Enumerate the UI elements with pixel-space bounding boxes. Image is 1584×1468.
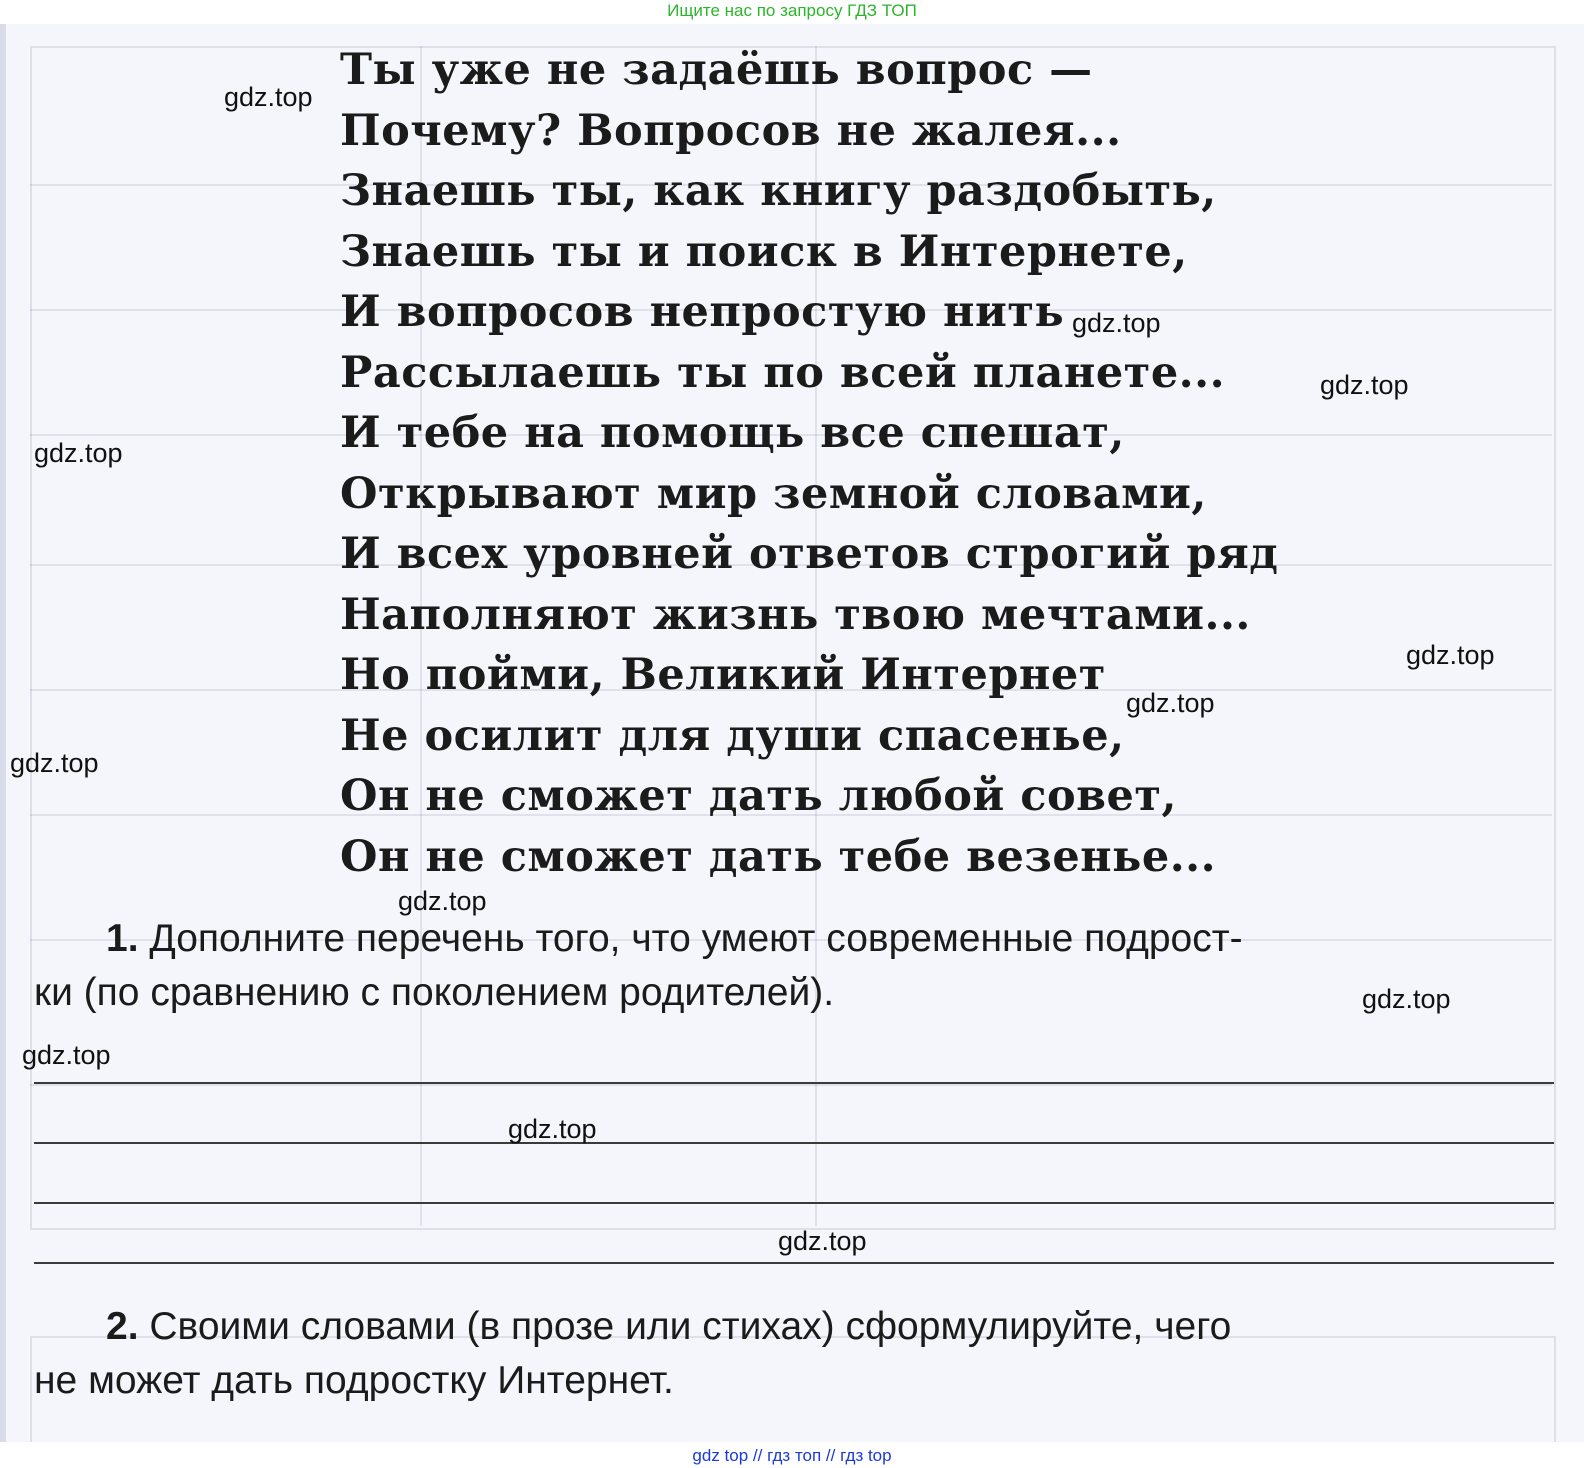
answer-line[interactable] [34,1202,1554,1204]
bleed-through-rule [30,1084,1552,1086]
watermark: gdz.top [22,1040,111,1070]
poem-line: Он не сможет дать тебе везенье... [340,831,1217,882]
task-1 [34,912,1564,1020]
answer-line[interactable] [34,1082,1554,1084]
watermark: gdz.top [224,82,313,112]
task-1-number: 1. [106,917,139,960]
poem-line: И всех уровней ответов строгий ряд [340,529,1279,579]
poem-line: И тебе на помощь все спешат, [340,408,1125,458]
answer-line[interactable] [34,1262,1554,1264]
watermark: gdz.top [34,438,123,468]
poem-line: Знаешь ты, как книгу раздобыть, [340,166,1217,216]
task-2-first-line [34,1300,1564,1354]
task-2 [34,1300,1564,1408]
watermark: gdz.top [1072,308,1161,338]
watermark: gdz.top [398,886,487,916]
watermark: gdz.top [508,1114,597,1144]
poem-line: Открывают мир земной словами, [340,468,1207,519]
task-2-text: Своими словами (в прозе или стихах) сформулируйте, чего [149,1305,1232,1348]
task-1-second-line: ки (по сравнению с поколением родителей). [34,971,835,1014]
watermark: gdz.top [1406,640,1495,670]
watermark: gdz.top [1320,370,1409,400]
task-2-number: 2. [106,1305,139,1348]
poem-line: Наполняют жизнь твою мечтами... [340,589,1251,640]
top-banner: Ищите нас по запросу ГДЗ ТОП [667,1,917,20]
poem-line: Ты уже не задаёшь вопрос — [340,45,1093,95]
poem [340,40,1278,887]
task-1-text: Дополните перечень того, что умеют современные подрост- [149,917,1243,960]
poem-line: И вопросов непростую нить [340,287,1065,337]
task-1-first-line [34,912,1564,966]
watermark: gdz.top [10,748,99,778]
poem-line: Но пойми, Великий Интернет [340,650,1106,700]
poem-line: Он не сможет дать любой совет, [340,771,1177,821]
task-2-second-line: не может дать подростку Интернет. [34,1359,674,1402]
watermark: gdz.top [1126,688,1215,718]
watermark: gdz.top [778,1226,867,1256]
answer-line[interactable] [34,1142,1554,1144]
watermark: gdz.top [1362,984,1451,1014]
poem-line: Знаешь ты и поиск в Интернете, [340,226,1188,277]
bottom-banner[interactable]: gdz top // гдз топ // гдз top [692,1446,892,1465]
page-edge [0,24,6,1442]
poem-line: Не осилит для души спасенье, [340,710,1125,761]
poem-line: Рассылаешь ты по всей планете... [340,347,1226,398]
poem-line: Почему? Вопросов не жалея... [340,105,1122,156]
